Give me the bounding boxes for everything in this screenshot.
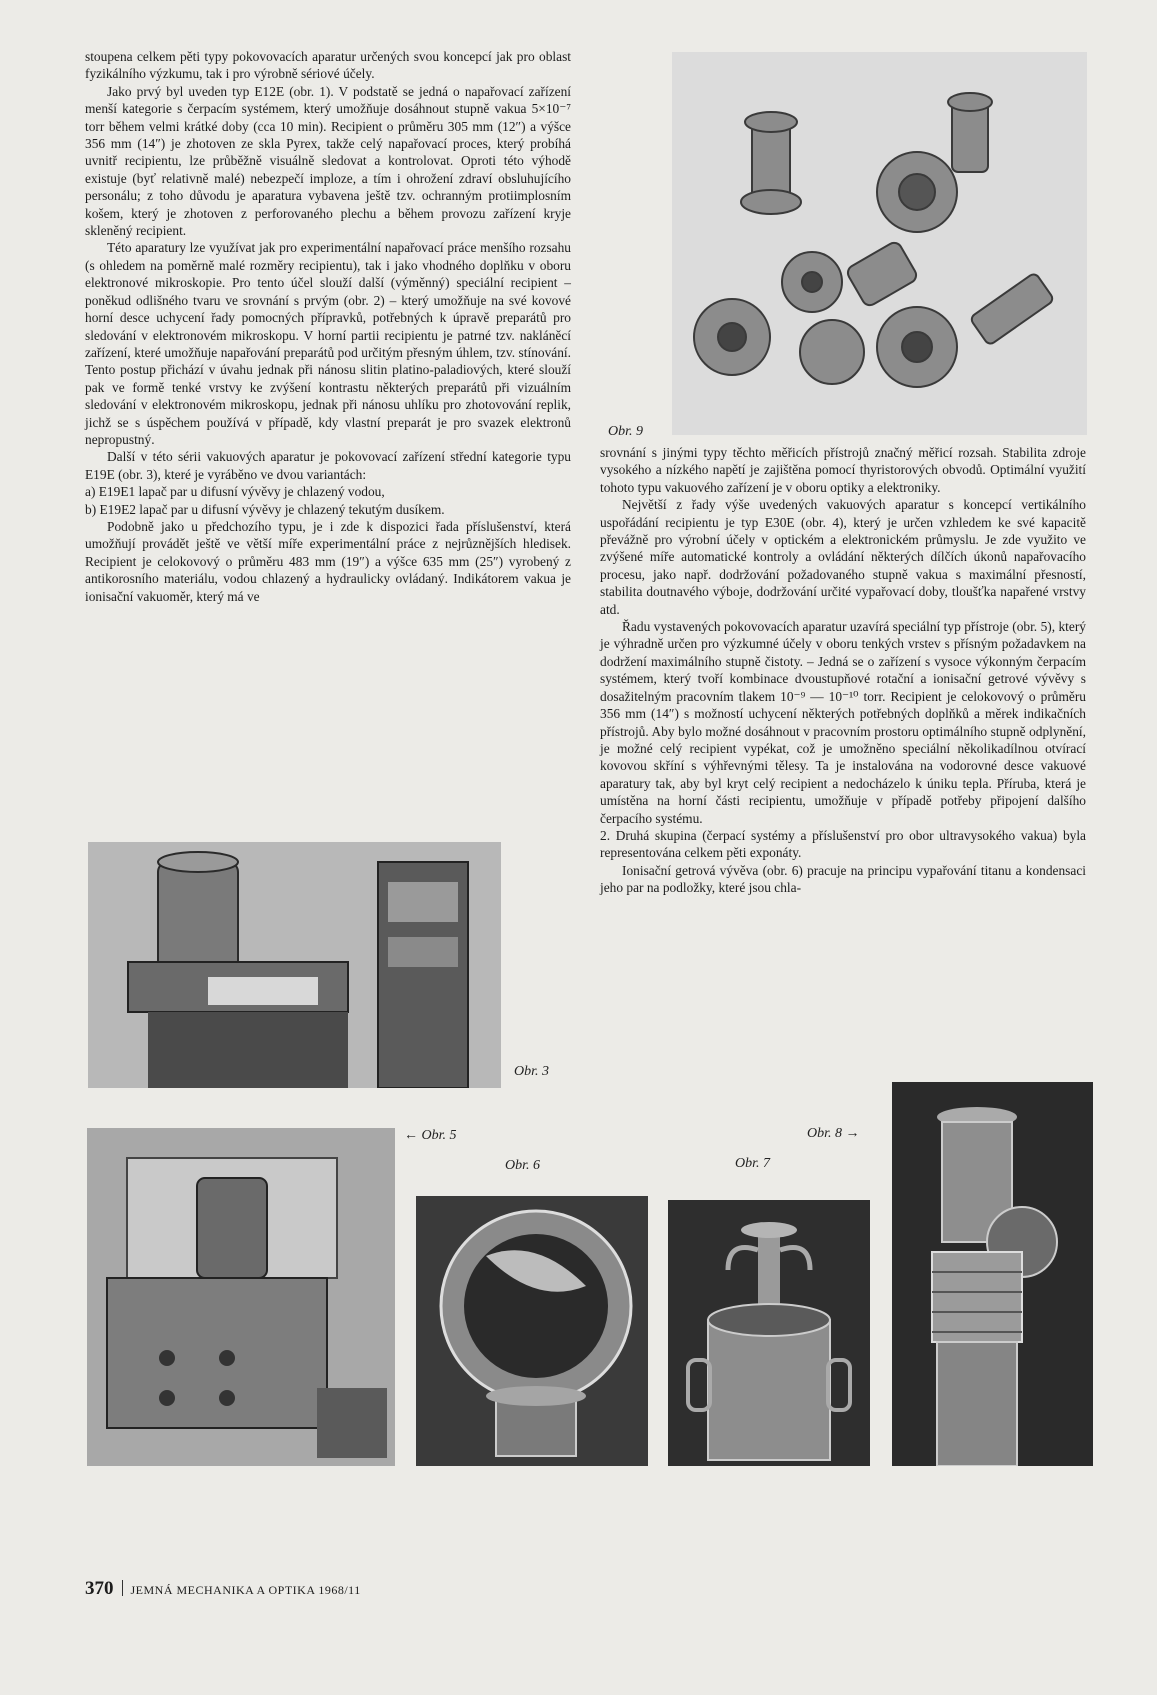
page-number: 370: [85, 1578, 114, 1599]
paragraph: Ionisační getrová vývěva (obr. 6) pracuje na principu vypařování titanu a kondensaci jeho par na podložky, které jsou chla-: [600, 862, 1086, 896]
photo-cold-trap: [668, 1200, 870, 1466]
caption-obr-5: ← Obr. 5: [404, 1128, 457, 1143]
left-text-column: [85, 48, 571, 605]
caption-obr-3: Obr. 3: [514, 1064, 550, 1079]
paragraph: Podobně jako u předchozího typu, je i zde k dispozici řada příslušenství, která umožňují provádět ještě ve větší míře experimentální práce z nejrůznějších hledisek. Recipient je celokovový o průměru 483 mm (19″) a výšce 635 mm (25″) vyrobený z antikorosního materiálu, vodou chlazený a hydraulicky ovládaný. Indikátorem vakua je ionisační vakuoměr, který má ve: [85, 518, 571, 604]
caption-obr-6: Obr. 6: [505, 1158, 541, 1173]
paragraph: 2. Druhá skupina (čerpací systémy a příslušenství pro obor ultravysokého vakua) byla representována celkem pěti exponáty.: [600, 827, 1086, 861]
footer-divider: [122, 1580, 123, 1596]
paragraph: Této aparatury lze využívat jak pro experimentální napařovací práce menšího rozsahu (s ohledem na poměrně malé rozměry recipientu), tak i jako vhodného doplňku v oboru elektronové mikroskopie. Pro tento účel slouží další (výměnný) speciální recipient – poněkud odlišného tvaru ve srovnání s prvým (obr. 2) – který umožňuje na své kovové horní desce uchycení řady pomocných přípravků, potřebných k úpravě preparátů pro sledování v elektronovém mikroskopu. V horní partii recipientu je patrné tzv. nakláněcí zařízení, které umožňuje napařování preparátů pod určitým přesným úhlem, tzv. stínování. Tento postup přichází v úvahu jednak při nánosu slitin platino-paladiových, které slouží pak ve formě tenké vrstvy ke zvýšení kontrastu některých preparátů při vizuálním sledování v elektronovém mikroskopu, jednak při nánosu uhlíku pro zhotovování replik, jichž se s úspěchem používá v případě, kdy vlastní preparát je pro svazek elektronů nepropustný.: [85, 240, 571, 447]
paragraph: stoupena celkem pěti typy pokovovacích aparatur určených svou koncepcí jak pro oblast fyzikálního výzkumu, tak i pro výrobně sériové účely.: [85, 49, 571, 82]
list-item: a) E19E1 lapač par u difusní vývěvy je chlazený vodou,: [85, 484, 385, 500]
paragraph: srovnání s jinými typy těchto měřicích přístrojů značný měřicí rozsah. Stabilita zdroje vysokého a nízkého napětí je zajištěna pomocí thyristorových obvodů. Optimální využití tohoto typu vakuového zařízení je v oboru optiky a elektroniky.: [600, 445, 1086, 495]
paragraph: Řadu vystavených pokovovacích aparatur uzavírá speciální typ přístroje (obr. 5), který je výhradně určen pro výzkumné účely v oboru tenkých vrstev s přísným požadavkem na dodržení maximálního stupně čistoty. – Jedná se o zařízení s vysoce výkonným čerpacím systémem, který tvoří kombinace dvoustupňové rotační a ionisační getrové vývěvy s dosažitelným pracovním tlakem 10⁻⁹ — 10⁻¹⁰ torr. Recipient je celokovový o průměru 356 mm (14″) s možností uchycení některých potřebných doplňků a měrek indikačních přístrojů. Aby bylo možné dosáhnout v pracovním prostoru optimálního stupně odplynění, je možné celý recipient vypékat, což je umožněno speciální několikadílnou otvírací kovovou skříní s výhřevnými tělesy. Ta je instalována na vodorovné desce vakuové aparatury tak, aby byl kryt celý recipient a nedocházelo k úniku tepla. Příruba, která je umístěna na horní části recipientu, umožňuje v případě potřeby připojení dalšího čerpacího systému.: [600, 619, 1086, 826]
photo-ion-getter-pump: [416, 1196, 648, 1466]
journal-title: JEMNÁ MECHANIKA A OPTIKA 1968/11: [130, 1583, 361, 1597]
list-item: b) E19E2 lapač par u difusní vývěvy je chlazený tekutým dusíkem.: [85, 501, 445, 517]
caption-obr-8: Obr. 8 →: [807, 1126, 860, 1141]
paragraph: Jako prvý byl uveden typ E12E (obr. 1). V podstatě se jedná o napařovací zařízení menší kategorie s čerpacím systémem, který umožňuje dosáhnout stupně vakua 5×10⁻⁷ torr během velmi krátké doby (cca 10 min). Recipient o průměru 305 mm (12″) a výšce 356 mm (14″) je zhotoven ze skla Pyrex, takže celý napařovací proces, který probíhá uvnitř recipientu, lze průběžně visuálně sledovat a kontrolovat. Oproti této výhodě existuje (byť relativně malé) nebezpečí imploze, a tím i ohrožení zdraví obsluhujícího personálu; z toho důvodu je aparatura vybavena ještě tzv. ochranným protiimplosním košem, který je zhotoven z perforovaného plechu a během provozu zařízení kryje skleněný recipient.: [85, 83, 571, 239]
caption-obr-7: Obr. 7: [735, 1156, 771, 1171]
right-text-column: [600, 444, 1086, 897]
photo-vacuum-pump-column: [892, 1082, 1093, 1466]
photo-e9-research-apparatus: [87, 1128, 395, 1466]
photo-vacuum-components: [672, 52, 1087, 435]
page-footer: [85, 1578, 361, 1600]
paragraph: Největší z řady výše uvedených vakuových aparatur s koncepcí vertikálního uspořádání recipientu je typ E30E (obr. 4), který je určen vzhledem ke své kapacitě převážně pro výrobní účely v optickém a elektronickém průmyslu. Je zde využito ve zvýšené míře automatické kontroly a ovládání některých dílčích úkonů napařovacího procesu, jako např. dodržování požadovaného stupně vakua s maximální přesností, stabilita doutnavého výboje, dodržování určité vypařovací doby, tloušťka napařené vrstvy atd.: [600, 497, 1086, 617]
caption-obr-9: Obr. 9: [608, 424, 644, 439]
photo-e19e-apparatus: [88, 842, 501, 1088]
paragraph: Další v této sérii vakuových aparatur je pokovovací zařízení střední kategorie typu E19E (obr. 3), které je vyráběno ve dvou variantách:: [85, 449, 571, 482]
